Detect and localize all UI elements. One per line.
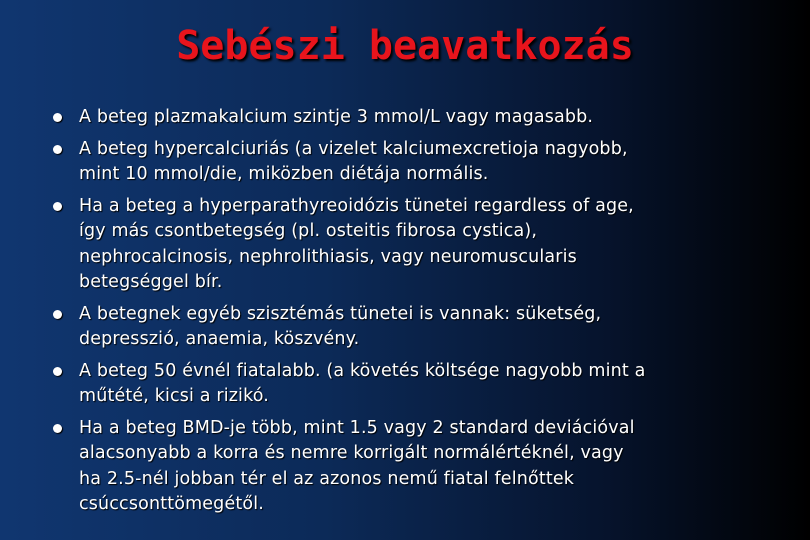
bullet-line: csúccsonttömegétől. xyxy=(79,494,264,514)
bullet-item-2 xyxy=(52,137,792,188)
bullet-dot-icon xyxy=(53,145,62,154)
bullet-line: A beteg 50 évnél fiatalabb. (a követés költsége nagyobb mint a xyxy=(79,360,646,381)
bullet-item-5 xyxy=(52,359,792,410)
bullet-line: így más csontbetegség (pl. osteitis fibrosa cystica), xyxy=(79,221,538,241)
bullet-item-1 xyxy=(52,105,792,131)
bullet-line: Ha a beteg BMD-je több, mint 1.5 vagy 2 standard deviációval xyxy=(79,417,635,438)
bullet-dot-icon xyxy=(53,113,62,122)
bullet-line: műtété, kicsi a rizikó. xyxy=(79,386,269,406)
bullet-line: Ha a beteg a hyperparathyreoidózis tünetei regardless of age, xyxy=(79,195,634,216)
bullet-line: A beteg plazmakalcium szintje 3 mmol/L vagy magasabb. xyxy=(79,107,594,127)
bullet-list xyxy=(52,105,792,518)
bullet-item-3 xyxy=(52,194,792,296)
bullet-line: mint 10 mmol/die, miközben diétája normális. xyxy=(79,164,489,184)
bullet-item-6 xyxy=(52,416,792,518)
bullet-dot-icon xyxy=(53,367,62,376)
bullet-line: A beteg hypercalciuriás (a vizelet kalciumexcretioja nagyobb, xyxy=(79,138,628,159)
bullet-dot-icon xyxy=(53,202,62,211)
bullet-line: nephrocalcinosis, nephrolithiasis, vagy neuromuscularis xyxy=(79,246,577,267)
slide-title: Sebészi beavatkozás xyxy=(176,23,634,69)
bullet-dot-icon xyxy=(53,424,62,433)
bullet-line: A betegnek egyéb szisztémás tünetei is vannak: süketség, xyxy=(79,303,602,324)
bullet-line: depresszió, anaemia, köszvény. xyxy=(79,329,360,349)
bullet-item-4 xyxy=(52,302,792,353)
bullet-line: alacsonyabb a korra és nemre korrigált normálértéknél, vagy xyxy=(79,443,624,463)
bullet-dot-icon xyxy=(53,310,62,319)
bullet-line: betegséggel bír. xyxy=(79,272,223,292)
bullet-line: ha 2.5-nél jobban tér el az azonos nemű fiatal felnőttek xyxy=(79,468,575,489)
